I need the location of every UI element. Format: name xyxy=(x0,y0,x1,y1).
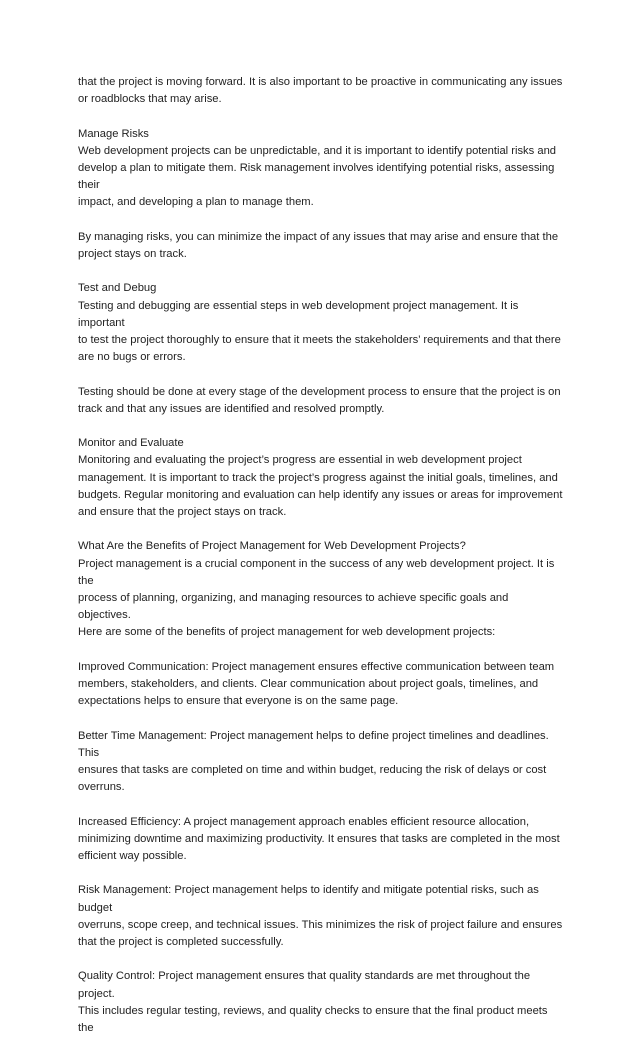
paragraph-risk-management: Risk Management: Project management helps to identify and mitigate potential risks, such as budget overruns, scope creep, and technical issues. This minimizes the risk of project failure and ensures that the project is completed successfully. xyxy=(78,884,563,948)
paragraph-benefits-intro: What Are the Benefits of Project Management for Web Development Projects? Project management is a crucial component in the success of any web development project. It is the process of planning, organizing, and managing resources to achieve specific goals and objectives. Here are some of the benefits of project management for web development projects: xyxy=(78,540,555,639)
paragraph-testing-stages: Testing should be done at every stage of the development process to ensure that the project is on track and that any issues are identified and resolved promptly. xyxy=(78,385,561,415)
paragraph-managing-risks: By managing risks, you can minimize the impact of any issues that may arise and ensure that the project stays on track. xyxy=(78,230,559,260)
paragraph-manage-risks: Manage Risks Web development projects can be unpredictable, and it is important to identify potential risks and develop a plan to mitigate them. Risk management involves identifying potential risks, assessing their impact, and developing a plan to manage them. xyxy=(78,127,557,209)
paragraph-monitor-and-evaluate: Monitor and Evaluate Monitoring and evaluating the project’s progress are essential in web development project management. It is important to track the project’s progress against the initial goals, timelines, and budgets. Regular monitoring and evaluation can help identify any issues or areas for improvement and ensure that the project stays on track. xyxy=(78,437,563,518)
paragraph-improved-communication: Improved Communication: Project management ensures effective communication between team members, stakeholders, and clients. Clear communication about project goals, timelines, and expectations helps to ensure that everyone is on the same page. xyxy=(78,660,555,708)
paragraph-increased-efficiency: Increased Efficiency: A project management approach enables efficient resource allocation, minimizing downtime and maximizing productivity. It ensures that tasks are completed in the most efficient way possible. xyxy=(78,815,560,862)
document-page xyxy=(78,74,564,1037)
paragraph-time-management: Better Time Management: Project management helps to define project timelines and deadlines. This ensures that tasks are completed on time and within budget, reducing the risk of delays or cost overruns. xyxy=(78,729,549,794)
paragraph-test-and-debug: Test and Debug Testing and debugging are essential steps in web development project management. It is important to test the project thoroughly to ensure that it meets the stakeholders’ requirements and that there are no bugs or errors. xyxy=(78,282,561,364)
paragraph-communication-continued: that the project is moving forward. It is also important to be proactive in communicating any issues or roadblocks that may arise. xyxy=(78,76,563,106)
paragraph-quality-control: Quality Control: Project management ensures that quality standards are met throughout the project. This includes regular testing, reviews, and quality checks to ensure that the final product meets the xyxy=(78,970,548,1034)
